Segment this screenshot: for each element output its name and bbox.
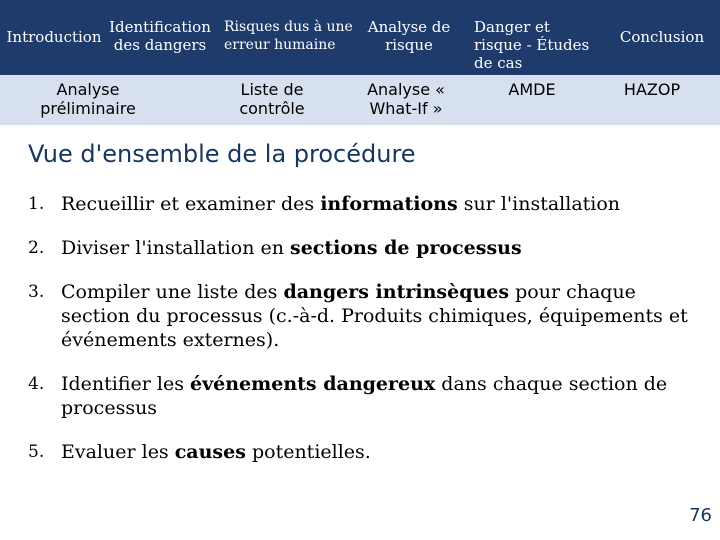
slide-title: Vue d'ensemble de la procédure [28, 140, 416, 168]
page-number: 76 [689, 505, 712, 526]
list-item [28, 192, 698, 216]
item-text: Diviser l'installation en sections de processus [61, 237, 522, 259]
item-number: 1. [28, 194, 45, 214]
subtab-amde[interactable]: AMDE [508, 80, 556, 99]
list-item [28, 236, 698, 260]
subtab-hazop[interactable]: HAZOP [623, 80, 681, 99]
item-number: 4. [28, 374, 45, 394]
list-item [28, 440, 698, 464]
subtab-analyse-preliminaire[interactable]: Analyse préliminaire [40, 80, 136, 118]
tab-analyse-de-risque[interactable]: Analyse de risque [367, 18, 451, 54]
tab-conclusion[interactable]: Conclusion [619, 28, 705, 46]
sub-navigation [0, 75, 720, 125]
tab-introduction[interactable]: Introduction [6, 28, 102, 46]
tab-danger-et-risque-etudes-de-cas[interactable]: Danger et risque - Études de cas [474, 18, 590, 72]
item-text: Identifier les événements dangereux dans chaque section de processus [61, 373, 668, 419]
list-item [28, 280, 698, 352]
item-text: Compiler une liste des dangers intrinsèques pour chaque section du processus (c.-à-d. Produits chimiques, équipements et événements externes). [61, 281, 688, 351]
top-navigation [0, 0, 720, 75]
procedure-steps [28, 192, 698, 484]
list-item [28, 372, 698, 420]
item-number: 2. [28, 238, 45, 258]
subtab-liste-de-controle[interactable]: Liste de contrôle [239, 80, 305, 118]
tab-risques-erreur-humaine[interactable]: Risques dus à une erreur humaine [224, 19, 353, 53]
item-number: 5. [28, 442, 45, 462]
subtab-analyse-what-if[interactable]: Analyse « What-If » [367, 80, 445, 118]
item-number: 3. [28, 282, 45, 302]
tab-identification-des-dangers[interactable]: Identification des dangers [109, 18, 211, 54]
item-text: Evaluer les causes potentielles. [61, 441, 371, 463]
item-text: Recueillir et examiner des informations sur l'installation [61, 193, 621, 215]
